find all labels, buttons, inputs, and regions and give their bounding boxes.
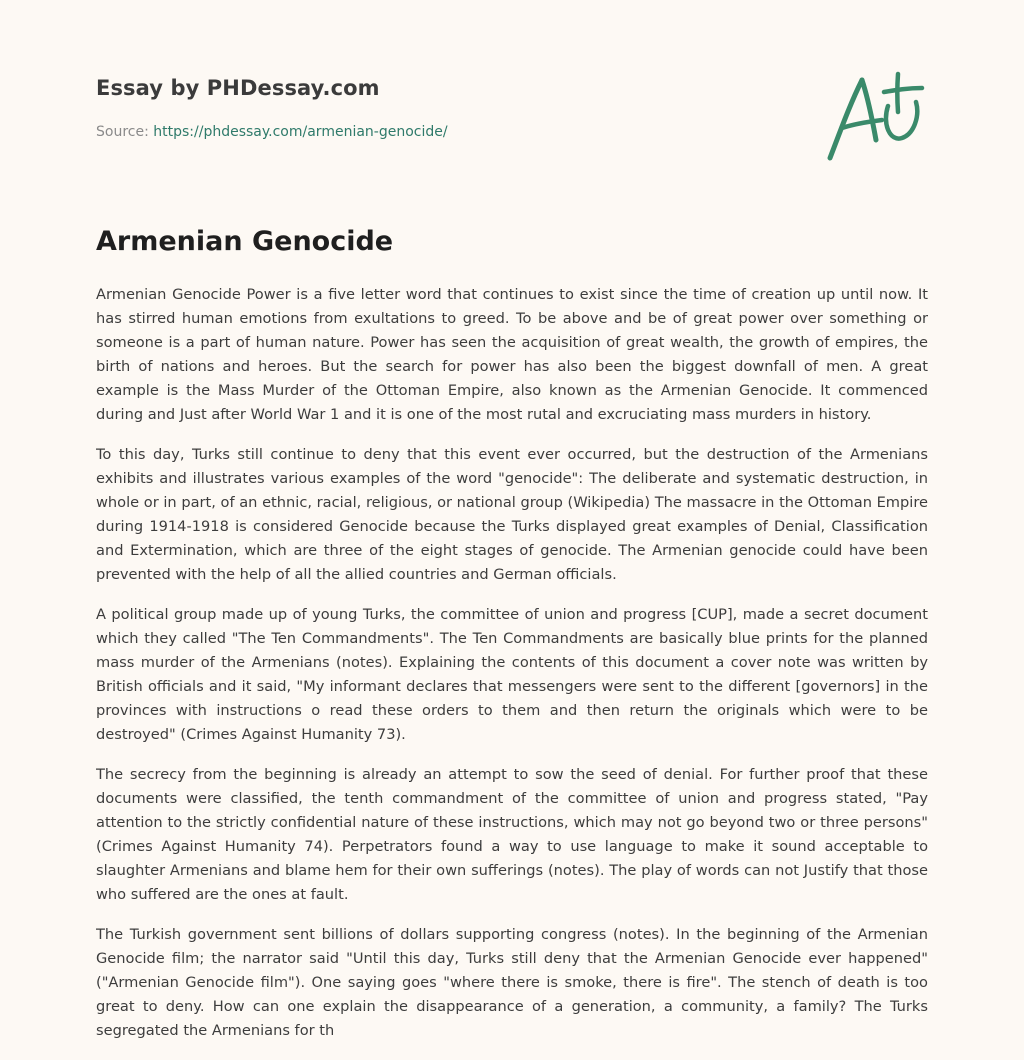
source-label: Source: bbox=[96, 124, 154, 140]
essay-paragraph: Armenian Genocide Power is a five letter word that continues to exist since the time of creation up until now. It has stirred human emotions from exultations to greed. To be above and be of great power over something or someone is a part of human nature. Power has seen the acquisition of great wealth, the growth of empires, the birth of nations and heroes. But the search for power has also been the biggest downfall of men. A great example is the Mass Murder of the Ottoman Empire, also known as the Armenian Genocide. It commenced during and Just after World War 1 and it is one of the most rutal and excruciating mass murders in history. bbox=[96, 286, 928, 423]
source-line bbox=[96, 124, 448, 140]
essay-paragraph: A political group made up of young Turks, the committee of union and progress [CUP], made a secret document which they called "The Ten Commandments". The Ten Commandments are basically blue prints for the planned mass murder of the Armenians (notes). Explaining the contents of this document a cover note was written by British officials and it said, "My informant declares that messengers were sent to the different [governors] in the provinces with instructions o read these orders to them and then return the originals which were to be destroyed" (Crimes Against Humanity 73). bbox=[96, 606, 928, 743]
site-brand: Essay by PHDessay.com bbox=[96, 76, 380, 100]
essay-body bbox=[96, 283, 928, 1043]
source-link[interactable]: https://phdessay.com/armenian-genocide/ bbox=[153, 124, 448, 140]
essay-paragraph: The Turkish government sent billions of dollars supporting congress (notes). In the beginning of the Armenian Genocide film; the narrator said "Until this day, Turks still deny that the Armenian Genocide ever happened" ("Armenian Genocide film"). One saying goes "where there is smoke, there is fire". The stench of death is too great to deny. How can one explain the disappearance of a generation, a community, a family? The Turks segregated the Armenians for th bbox=[96, 926, 928, 1039]
essay-title: Armenian Genocide bbox=[96, 226, 394, 257]
essay-paragraph: To this day, Turks still continue to deny that this event ever occurred, but the destruction of the Armenians exhibits and illustrates various examples of the word "genocide": The deliberate and systematic destruction, in whole or in part, of an ethnic, racial, religious, or national group (Wikipedia) The massacre in the Ottoman Empire during 1914-1918 is considered Genocide because the Turks displayed great examples of Denial, Classification and Extermination, which are three of the eight stages of genocide. The Armenian genocide could have been prevented with the help of all the allied countries and German officials. bbox=[96, 446, 928, 583]
essay-paragraph: The secrecy from the beginning is already an attempt to sow the seed of denial. For further proof that these documents were classified, the tenth commandment of the committee of union and progress stated, "Pay attention to the strictly confidential nature of these instructions, which may not go beyond two or three persons" (Crimes Against Humanity 74). Perpetrators found a way to use language to make it sound acceptable to slaughter Armenians and blame hem for their own sufferings (notes). The play of words can not Justify that those who suffered are the ones at fault. bbox=[96, 766, 928, 903]
a-plus-logo-icon bbox=[822, 66, 930, 166]
